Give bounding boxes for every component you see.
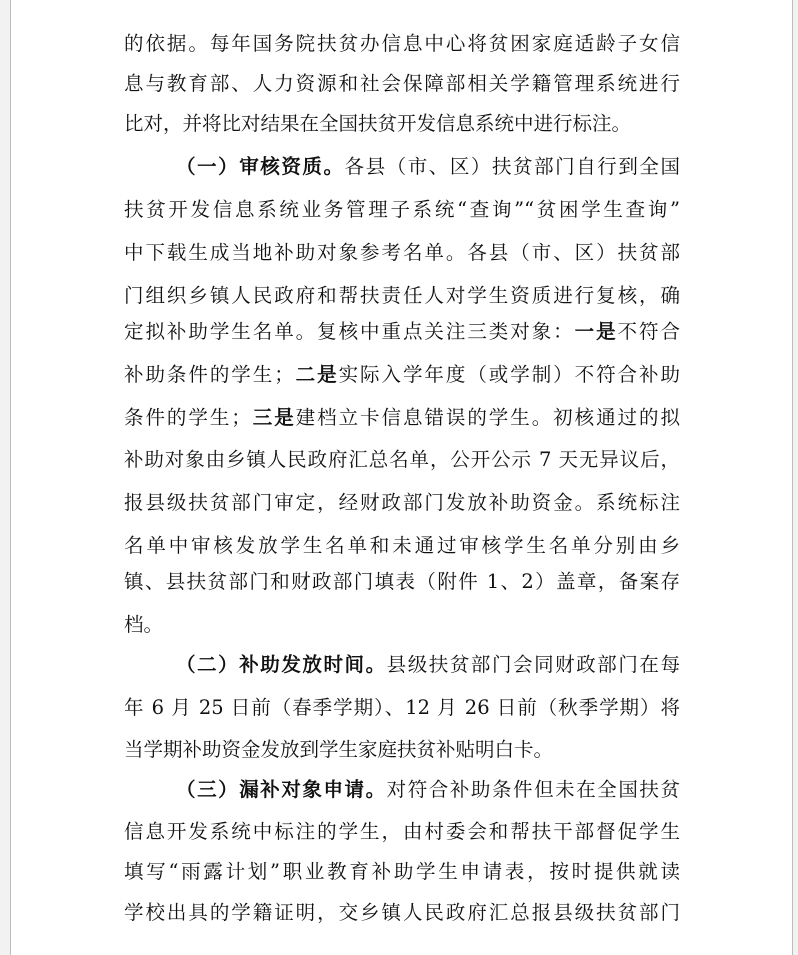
text-line: 年 6 月 25 日前（春季学期）、12 月 26 日前（秋季学期）将 [124, 696, 680, 719]
text-line: 门组织乡镇人民政府和帮扶责任人对学生资质进行复核，确 [124, 284, 680, 307]
section-heading-line: （一）审核资质。各县（市、区）扶贫部门自行到全国 [176, 155, 680, 178]
text-line: 的依据。每年国务院扶贫办信息中心将贫困家庭适龄子女信 [124, 32, 680, 55]
text-line: 条件的学生；三是建档立卡信息错误的学生。初核通过的拟 [124, 406, 680, 429]
text-line: 信息开发系统中标注的学生，由村委会和帮扶干部督促学生 [124, 820, 680, 843]
viewer-right-edge [792, 0, 798, 955]
text-line: 息与教育部、人力资源和社会保障部相关学籍管理系统进行 [124, 72, 680, 95]
section-heading: （二）补助发放时间。 [176, 653, 387, 676]
text-line: 报县级扶贫部门审定，经财政部门发放补助资金。系统标注 [124, 491, 680, 514]
text-line: 补助条件的学生；二是实际入学年度（或学制）不符合补助 [124, 363, 680, 386]
text-line: 比对，并将比对结果在全国扶贫开发信息系统中进行标注。 [124, 112, 632, 135]
text-line: 填写“雨露计划”职业教育补助学生申请表，按时提供就读 [124, 860, 680, 883]
text-line: 镇、县扶贫部门和财政部门填表（附件 1、2）盖章，备案存 [124, 570, 680, 593]
section-heading: （一）审核资质。 [176, 155, 345, 178]
text-line: 补助对象由乡镇人民政府汇总名单，公开公示 7 天无异议后， [124, 448, 680, 471]
section-heading-line: （二）补助发放时间。县级扶贫部门会同财政部门在每 [176, 653, 680, 676]
text-line: 定拟补助学生名单。复核中重点关注三类对象：一是不符合 [124, 320, 680, 343]
text-line: 当学期补助资金发放到学生家庭扶贫补贴明白卡。 [124, 738, 554, 761]
section-heading: （三）漏补对象申请。 [176, 778, 387, 801]
section-heading-line: （三）漏补对象申请。对符合补助条件但未在全国扶贫 [176, 778, 680, 801]
text-line: 名单中审核发放学生名单和未通过审核学生名单分别由乡 [124, 534, 680, 557]
text-line: 扶贫开发信息系统业务管理子系统“查询”“贫困学生查询” [124, 198, 680, 221]
text-line: 档。 [124, 613, 164, 636]
viewer-left-edge [0, 0, 11, 955]
text-line: 学校出具的学籍证明，交乡镇人民政府汇总报县级扶贫部门 [124, 901, 680, 924]
text-line: 中下载生成当地补助对象参考名单。各县（市、区）扶贫部 [124, 241, 680, 264]
